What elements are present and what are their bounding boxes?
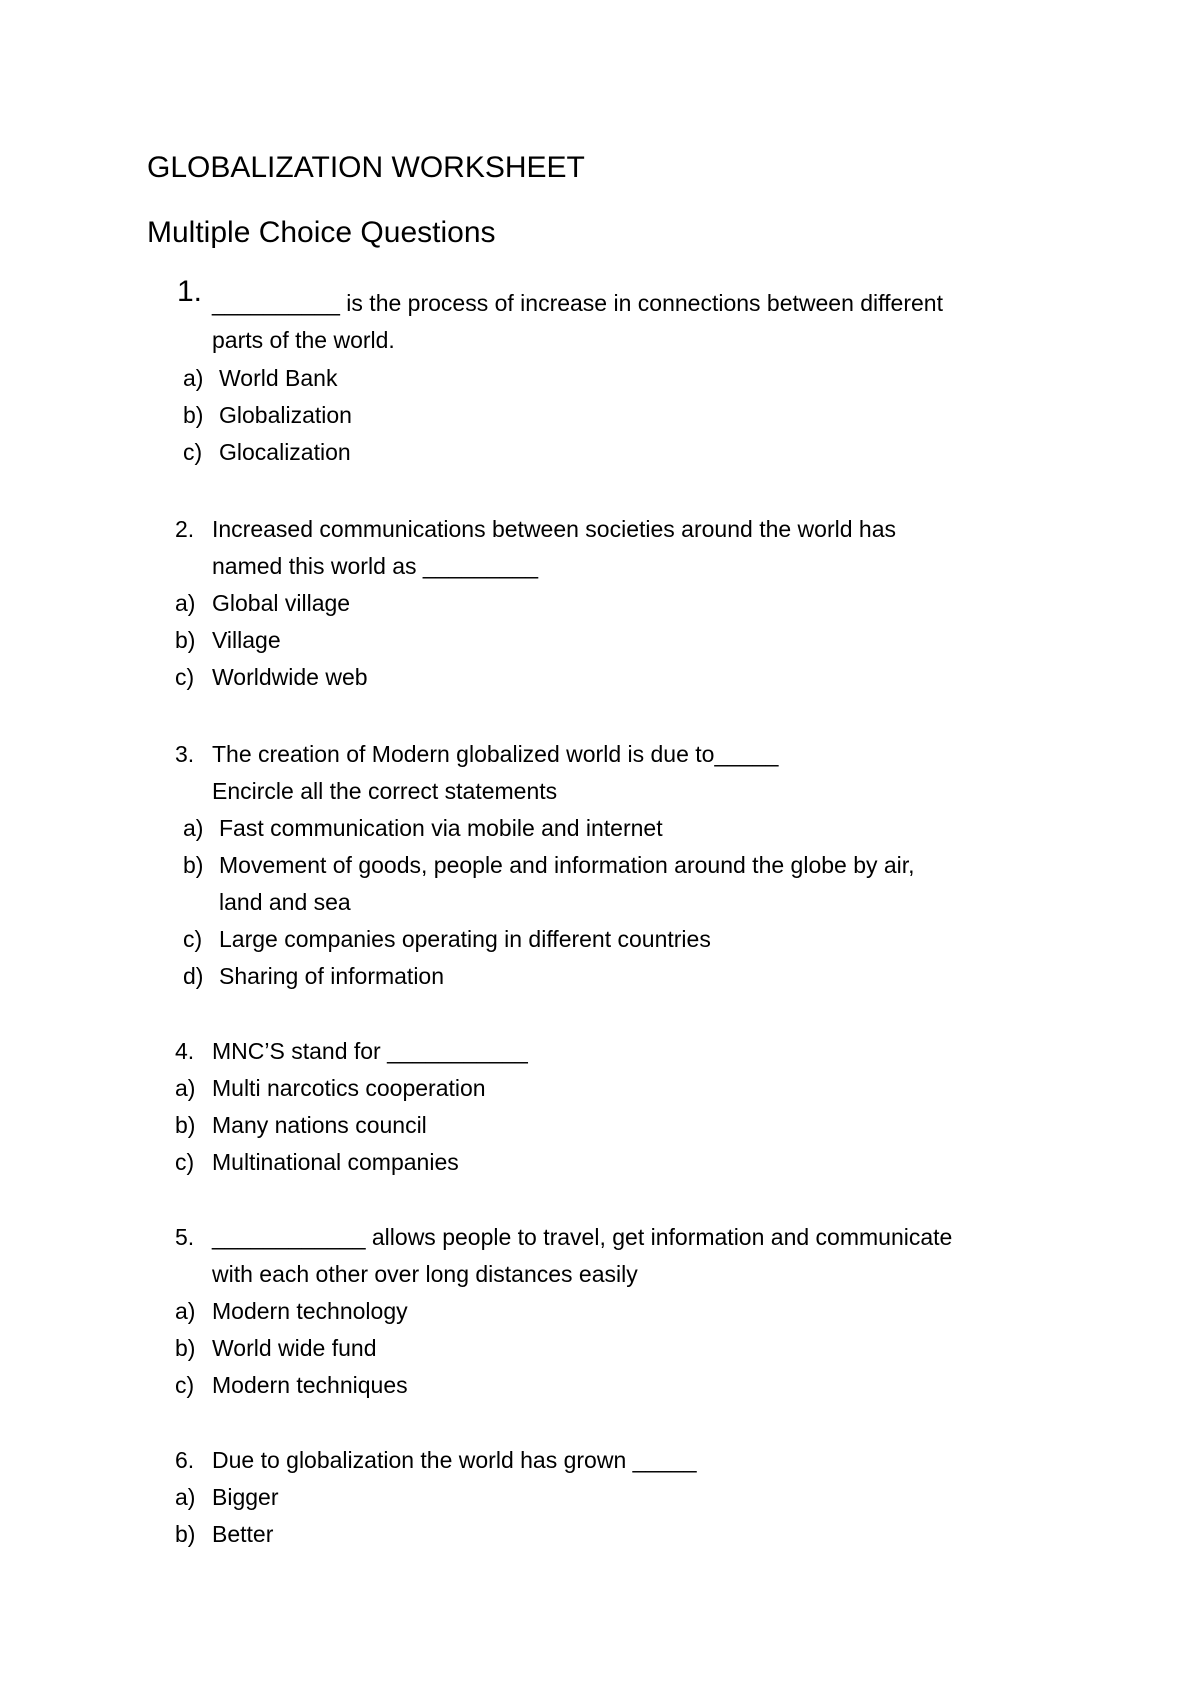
option-letter: a) [175, 1075, 196, 1101]
option-text: Many nations council [212, 1112, 427, 1138]
option-letter: b) [175, 1335, 196, 1361]
question-number: 4. [175, 1038, 195, 1064]
option-text: World Bank [219, 365, 338, 391]
option-text: Multi narcotics cooperation [212, 1075, 486, 1101]
question-text: The creation of Modern globalized world is due to_____ [212, 741, 779, 767]
option-letter: b) [175, 1112, 196, 1138]
option-text: Modern techniques [212, 1372, 408, 1398]
option-text: Village [212, 627, 281, 653]
option-letter: c) [175, 1149, 195, 1175]
question-text: named this world as _________ [212, 553, 539, 579]
option-letter: a) [175, 590, 196, 616]
question-text: with each other over long distances easily [212, 1261, 638, 1287]
worksheet-title: GLOBALIZATION WORKSHEET [147, 151, 585, 184]
option-text: Multinational companies [212, 1149, 459, 1175]
option-letter: a) [183, 815, 204, 841]
option-text: Movement of goods, people and information around the globe by air, [219, 852, 915, 878]
question-number: 1. [177, 275, 203, 308]
question-number: 5. [175, 1224, 195, 1250]
question-number: 3. [175, 741, 195, 767]
option-letter: c) [175, 664, 195, 690]
option-text: Fast communication via mobile and internet [219, 815, 663, 841]
option-text: Glocalization [219, 439, 351, 465]
option-letter: c) [175, 1372, 195, 1398]
option-letter: d) [183, 963, 204, 989]
option-letter: b) [183, 402, 204, 428]
option-letter: a) [175, 1484, 196, 1510]
option-letter: c) [183, 926, 203, 952]
question-text: MNC’S stand for ___________ [212, 1038, 528, 1064]
option-text: Bigger [212, 1484, 279, 1510]
option-text: Better [212, 1521, 274, 1547]
option-letter: b) [183, 852, 204, 878]
question-number: 6. [175, 1447, 195, 1473]
section-title: Multiple Choice Questions [147, 216, 496, 249]
option-text: Globalization [219, 402, 352, 428]
option-letter: a) [183, 365, 204, 391]
option-letter: b) [175, 627, 196, 653]
option-text: Large companies operating in different countries [219, 926, 711, 952]
option-letter: c) [183, 439, 203, 465]
question-number: 2. [175, 516, 195, 542]
option-letter: a) [175, 1298, 196, 1324]
option-letter: b) [175, 1521, 196, 1547]
option-text: Global village [212, 590, 351, 616]
question-text: Encircle all the correct statements [212, 778, 558, 804]
option-text: World wide fund [212, 1335, 377, 1361]
option-text: Worldwide web [212, 664, 368, 690]
question-text: parts of the world. [212, 327, 395, 353]
option-text: Sharing of information [219, 963, 445, 989]
question-text: Due to globalization the world has grown _____ [212, 1447, 697, 1473]
question-text: __________ is the process of increase in connections between different [212, 290, 943, 316]
option-text: Modern technology [212, 1298, 408, 1324]
option-text: land and sea [219, 889, 351, 915]
question-text: Increased communications between societies around the world has [212, 516, 896, 542]
question-text: ____________ allows people to travel, get information and communicate [212, 1224, 953, 1250]
